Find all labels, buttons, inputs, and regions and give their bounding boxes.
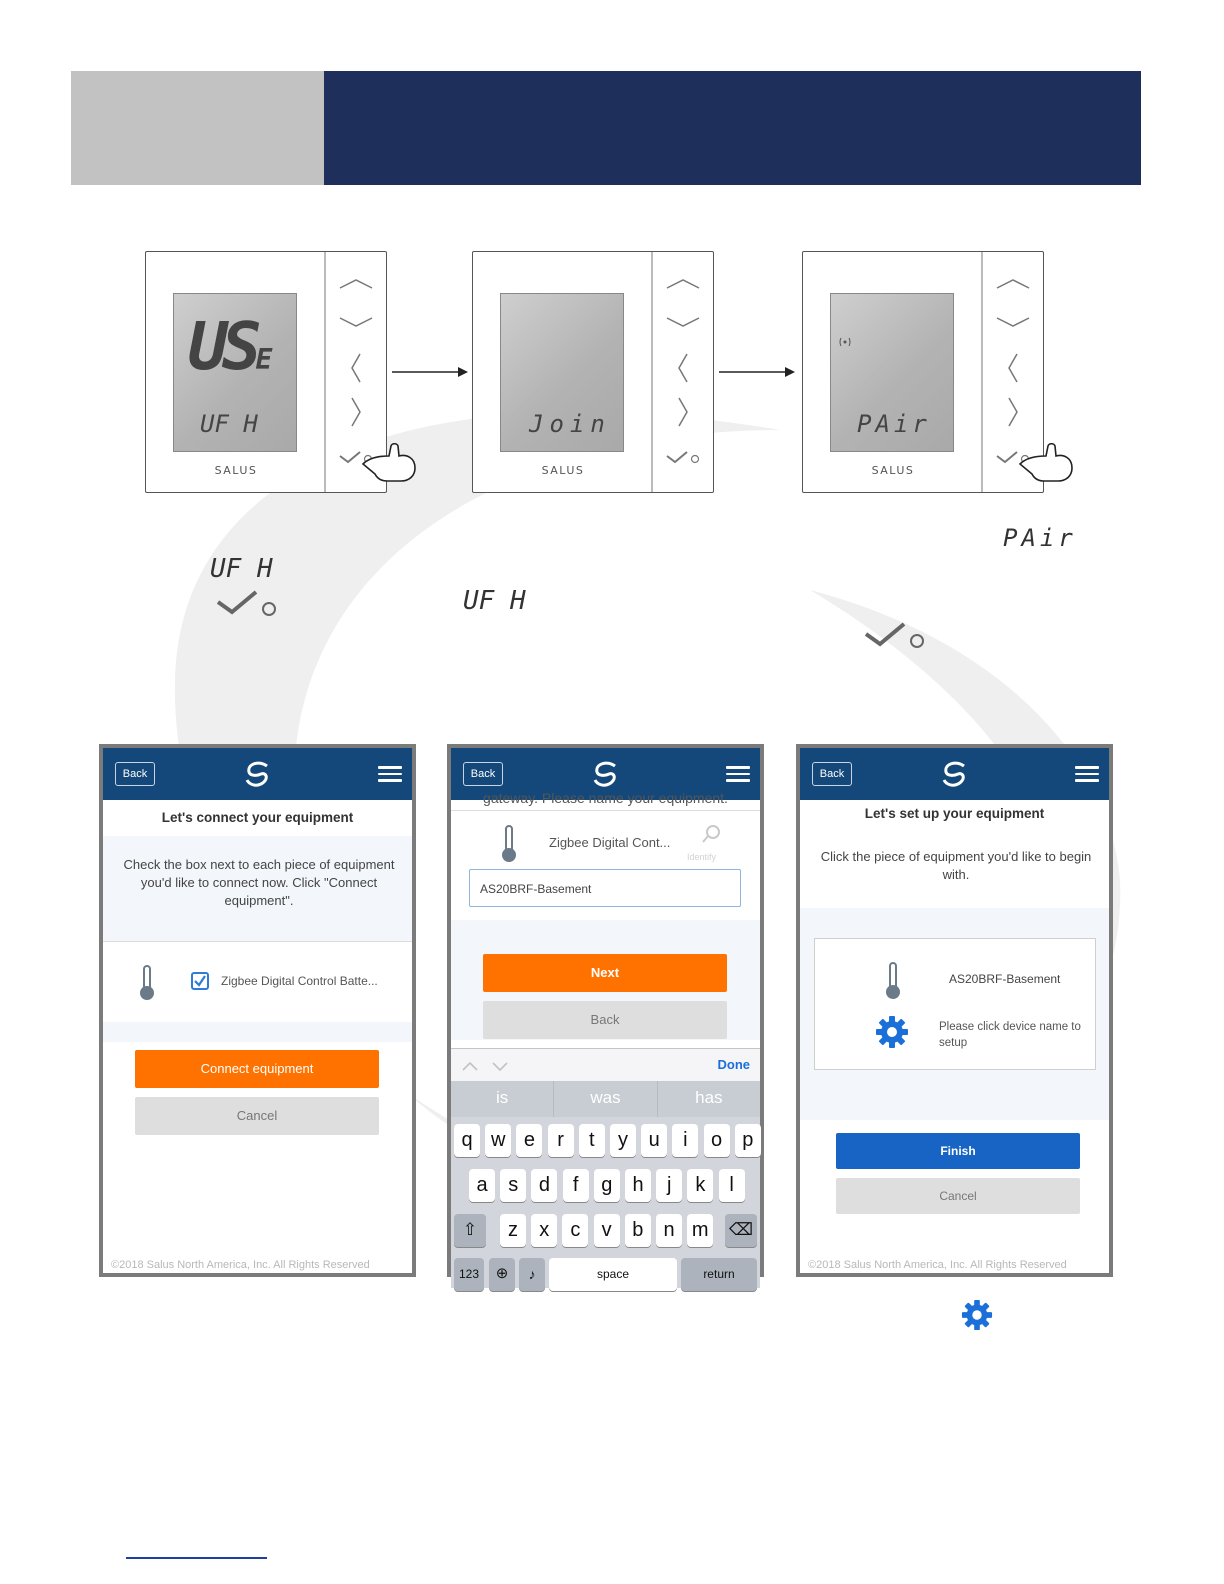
key-w[interactable]: w (485, 1124, 511, 1157)
lcd-use-text: USE (188, 308, 267, 385)
suggestion-bar (451, 1081, 760, 1117)
footer-rule (126, 1557, 267, 1559)
device-name: AS20BRF-Basement (949, 972, 1061, 986)
key-p[interactable]: p (735, 1124, 761, 1157)
backspace-key[interactable]: ⌫ (725, 1214, 757, 1247)
globe-key[interactable]: ⊕ (489, 1258, 515, 1291)
left-arrow-icon (679, 354, 687, 382)
segment-uf-h-1: UF H (210, 554, 273, 584)
thermostat-buttons (991, 270, 1035, 470)
key-c[interactable]: c (562, 1214, 588, 1247)
key-o[interactable]: o (704, 1124, 730, 1157)
back-button[interactable]: Back (812, 762, 852, 786)
space-key[interactable]: space (549, 1258, 677, 1291)
up-arrow-icon (667, 280, 699, 288)
scrolled-instructions: gateway. Please name your equipment. (483, 790, 728, 806)
instructions-text: Check the box next to each piece of equipment you'd like to connect now. Click "Connect equipment". (123, 857, 395, 908)
lcd-pair-text: PAir (857, 410, 931, 438)
down-arrow-icon (667, 318, 699, 326)
right-arrow-icon (679, 398, 687, 426)
device-row[interactable] (103, 941, 412, 1023)
numbers-key[interactable]: 123 (454, 1258, 484, 1291)
suggestion-item[interactable]: has (695, 1088, 723, 1107)
key-g[interactable]: g (594, 1169, 620, 1202)
spacer-band (103, 1022, 412, 1042)
segment-uf-h-2: UF H (463, 586, 526, 616)
key-t[interactable]: t (579, 1124, 605, 1157)
thermostat-buttons (334, 270, 378, 470)
copyright-footer: ©2018 Salus North America, Inc. All Rights Reserved (111, 1259, 370, 1271)
divider (324, 252, 326, 492)
check-icon (997, 452, 1017, 462)
thermometer-icon (883, 961, 903, 1001)
keyboard-toolbar (451, 1048, 760, 1082)
menu-icon[interactable] (726, 766, 750, 786)
key-a[interactable]: a (469, 1169, 495, 1202)
page-title: Let's connect your equipment (161, 810, 354, 825)
phone-setup-screen (796, 744, 1113, 1277)
salus-logo-icon (940, 760, 970, 788)
gear-small-icon (692, 456, 699, 463)
cancel-button[interactable]: Cancel (836, 1178, 1080, 1214)
back-button[interactable]: Back (115, 762, 155, 786)
page-title: Let's set up your equipment (864, 806, 1045, 821)
key-s[interactable]: s (500, 1169, 526, 1202)
done-button[interactable]: Done (717, 1057, 750, 1072)
pointing-hand-icon (361, 442, 421, 484)
key-i[interactable]: i (672, 1124, 698, 1157)
device-checkbox[interactable] (191, 972, 209, 990)
thermostat-buttons (661, 270, 705, 470)
key-x[interactable]: x (531, 1214, 557, 1247)
flow-arrow-1 (392, 365, 472, 379)
key-r[interactable]: r (548, 1124, 574, 1157)
divider (981, 252, 983, 492)
divider (651, 252, 653, 492)
key-v[interactable]: v (594, 1214, 620, 1247)
key-f[interactable]: f (563, 1169, 589, 1202)
check-gear-icon (216, 588, 280, 620)
key-u[interactable]: u (641, 1124, 667, 1157)
shift-key[interactable]: ⇧ (454, 1214, 486, 1247)
gear-icon[interactable] (875, 1015, 909, 1049)
device-card[interactable] (814, 938, 1096, 1070)
keyboard (451, 1048, 760, 1288)
thermostat-display (830, 293, 954, 452)
suggestion-item[interactable]: is (451, 1081, 554, 1117)
equipment-name-input[interactable] (469, 869, 741, 907)
scrolled-text-clip (451, 790, 760, 810)
setup-hint: Please click device name to setup (939, 1021, 1081, 1049)
return-key[interactable]: return (681, 1258, 757, 1291)
segment-pair: PAir (1003, 524, 1077, 552)
thermostat-display (173, 293, 297, 452)
up-arrow-icon (340, 280, 372, 288)
thermostat-3 (802, 251, 1044, 493)
wireless-signal-icon (837, 336, 853, 348)
device-name: Zigbee Digital Control Batte... (221, 974, 378, 988)
header-navy-banner (324, 71, 1141, 185)
gear-icon (961, 1299, 993, 1331)
right-arrow-icon (1009, 398, 1017, 426)
app-header (800, 748, 1109, 800)
thermometer-icon (137, 964, 157, 1002)
mic-key[interactable]: ♪ (519, 1258, 545, 1291)
key-y[interactable]: y (610, 1124, 636, 1157)
key-h[interactable]: h (625, 1169, 651, 1202)
key-z[interactable]: z (500, 1214, 526, 1247)
left-arrow-icon (352, 354, 360, 382)
lcd-mode-text: UF H (200, 410, 258, 438)
key-j[interactable]: j (656, 1169, 682, 1202)
device-name: Zigbee Digital Cont... (549, 835, 671, 850)
menu-icon[interactable] (1075, 766, 1099, 786)
header-grey-block (71, 71, 324, 185)
salus-logo-icon (243, 760, 273, 788)
key-n[interactable]: n (656, 1214, 682, 1247)
key-l[interactable]: l (719, 1169, 745, 1202)
key-d[interactable]: d (531, 1169, 557, 1202)
key-m[interactable]: m (687, 1214, 713, 1247)
pointing-hand-icon (1018, 442, 1078, 484)
left-arrow-icon (1009, 354, 1017, 382)
down-arrow-icon (997, 318, 1029, 326)
check-icon (667, 452, 687, 462)
key-b[interactable]: b (625, 1214, 651, 1247)
check-gear-icon (864, 620, 928, 652)
key-q[interactable]: q (454, 1124, 480, 1157)
menu-icon[interactable] (378, 766, 402, 786)
suggestion-item[interactable]: was (554, 1081, 657, 1117)
down-arrow-icon (340, 318, 372, 326)
brand-label: SALUS (541, 464, 585, 477)
right-arrow-icon (352, 398, 360, 426)
instructions-text: Click the piece of equipment you'd like to begin with. (820, 849, 1092, 882)
equipment-name-value: AS20BRF-Basement (480, 882, 592, 896)
check-icon (340, 452, 360, 462)
brand-label: SALUS (871, 464, 915, 477)
cancel-button[interactable]: Cancel (135, 1097, 379, 1135)
thermostat-1 (145, 251, 387, 493)
back-button[interactable]: Back (463, 762, 503, 786)
back-grey-button[interactable]: Back (483, 1001, 727, 1039)
app-header (103, 748, 412, 800)
identify-label: Identify (687, 852, 717, 862)
finish-button[interactable]: Finish (836, 1133, 1080, 1169)
thermostat-2 (472, 251, 714, 493)
connect-equipment-button[interactable]: Connect equipment (135, 1050, 379, 1088)
copyright-footer: ©2018 Salus North America, Inc. All Rights Reserved (808, 1259, 1067, 1271)
key-e[interactable]: e (516, 1124, 542, 1157)
key-k[interactable]: k (687, 1169, 713, 1202)
identify-magnifier-icon[interactable] (701, 824, 723, 844)
phone-name-screen (447, 744, 764, 1282)
divider (451, 810, 760, 811)
lcd-join-text: Join (529, 410, 611, 438)
phone-connect-screen (99, 744, 416, 1277)
salus-logo-icon (591, 760, 621, 788)
brand-label: SALUS (214, 464, 258, 477)
flow-arrow-2 (719, 365, 799, 379)
up-arrow-icon (997, 280, 1029, 288)
next-button[interactable]: Next (483, 954, 727, 992)
prev-next-field-icon[interactable] (461, 1059, 511, 1073)
thermostat-display (500, 293, 624, 452)
thermometer-icon (499, 824, 519, 864)
